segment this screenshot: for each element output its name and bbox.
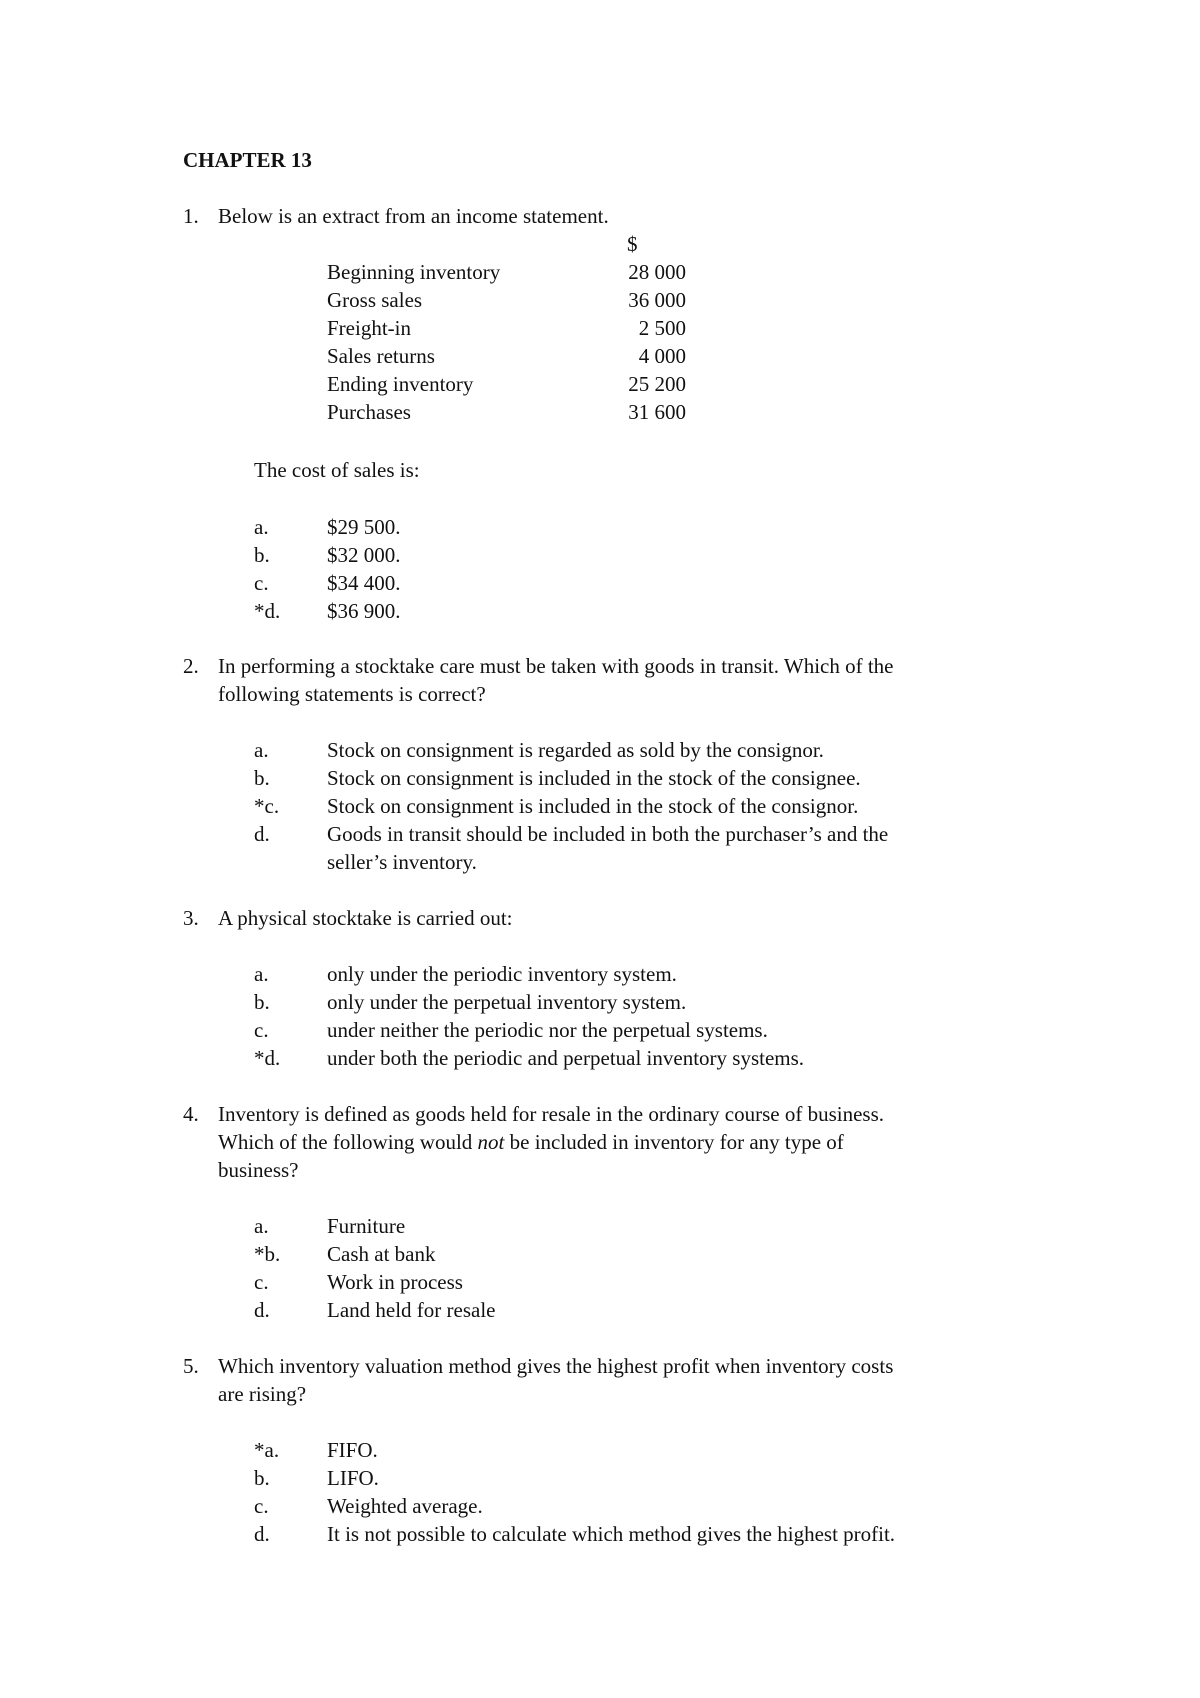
question-number: 4. bbox=[183, 1102, 199, 1126]
option-text: Furniture bbox=[327, 1214, 406, 1238]
option-letter: *a. bbox=[254, 1438, 280, 1462]
table-row-value: 25 200 bbox=[628, 372, 686, 396]
table-row-value: 31 600 bbox=[628, 400, 686, 424]
option-letter: *b. bbox=[254, 1242, 281, 1266]
option-text: $36 900. bbox=[327, 599, 401, 623]
option-letter: *d. bbox=[254, 599, 281, 623]
question-number: 3. bbox=[183, 906, 199, 930]
question-stem: A physical stocktake is carried out: bbox=[218, 906, 513, 930]
question-prompt: The cost of sales is: bbox=[254, 458, 420, 482]
question-number: 2. bbox=[183, 654, 199, 678]
question-stem: Which inventory valuation method gives the highest profit when inventory costs bbox=[218, 1354, 894, 1378]
question-stem-continued: are rising? bbox=[218, 1382, 307, 1406]
table-row-value: 36 000 bbox=[628, 288, 686, 312]
table-row-label: Freight-in bbox=[327, 316, 411, 340]
question-number: 5. bbox=[183, 1354, 199, 1378]
option-text: It is not possible to calculate which method gives the highest profit. bbox=[327, 1522, 896, 1546]
option-letter: b. bbox=[254, 543, 270, 567]
option-text: FIFO. bbox=[327, 1438, 378, 1462]
option-letter: d. bbox=[254, 1298, 270, 1322]
table-row-label: Ending inventory bbox=[327, 372, 474, 396]
option-text: under neither the periodic nor the perpetual systems. bbox=[327, 1018, 768, 1042]
option-letter: c. bbox=[254, 1494, 269, 1518]
stem-text: be included in inventory for any type of bbox=[504, 1130, 844, 1154]
option-text: LIFO. bbox=[327, 1466, 379, 1490]
option-text: Weighted average. bbox=[327, 1494, 483, 1518]
option-text: $32 000. bbox=[327, 543, 401, 567]
option-letter: b. bbox=[254, 990, 270, 1014]
option-text: Cash at bank bbox=[327, 1242, 436, 1266]
option-text-continued: seller’s inventory. bbox=[327, 850, 477, 874]
table-row-label: Gross sales bbox=[327, 288, 423, 312]
table-row-label: Purchases bbox=[327, 400, 411, 424]
option-text: Work in process bbox=[327, 1270, 463, 1294]
option-text: Land held for resale bbox=[327, 1298, 496, 1322]
option-letter: c. bbox=[254, 1018, 269, 1042]
question-stem-continued: business? bbox=[218, 1158, 299, 1182]
question-stem-continued bbox=[218, 1132, 844, 1153]
question-stem-continued: following statements is correct? bbox=[218, 682, 486, 706]
stem-text: Which of the following would bbox=[218, 1130, 478, 1154]
option-text: only under the periodic inventory system. bbox=[327, 962, 677, 986]
option-text: $29 500. bbox=[327, 515, 401, 539]
table-row-value: 4 000 bbox=[638, 344, 686, 368]
stem-emphasis: not bbox=[477, 1130, 505, 1154]
chapter-title: CHAPTER 13 bbox=[183, 148, 312, 172]
option-letter: d. bbox=[254, 822, 270, 846]
question-stem: In performing a stocktake care must be taken with goods in transit. Which of the bbox=[218, 654, 894, 678]
question-stem: Inventory is defined as goods held for resale in the ordinary course of business. bbox=[218, 1102, 884, 1126]
option-letter: c. bbox=[254, 571, 269, 595]
table-row-label: Beginning inventory bbox=[327, 260, 501, 284]
table-row-value: 28 000 bbox=[628, 260, 686, 284]
option-letter: *c. bbox=[254, 794, 280, 818]
option-text: Goods in transit should be included in both the purchaser’s and the bbox=[327, 822, 889, 846]
table-row-label: Sales returns bbox=[327, 344, 435, 368]
option-text: Stock on consignment is regarded as sold by the consignor. bbox=[327, 738, 824, 762]
option-text: under both the periodic and perpetual inventory systems. bbox=[327, 1046, 805, 1070]
option-letter: b. bbox=[254, 1466, 270, 1490]
option-text: Stock on consignment is included in the stock of the consignee. bbox=[327, 766, 861, 790]
table-row-value: 2 500 bbox=[638, 316, 686, 340]
option-letter: *d. bbox=[254, 1046, 281, 1070]
option-letter: a. bbox=[254, 515, 269, 539]
option-letter: c. bbox=[254, 1270, 269, 1294]
question-stem: Below is an extract from an income statement. bbox=[218, 204, 609, 228]
question-number: 1. bbox=[183, 204, 199, 228]
option-text: Stock on consignment is included in the stock of the consignor. bbox=[327, 794, 859, 818]
currency-header: $ bbox=[627, 232, 638, 256]
option-letter: a. bbox=[254, 738, 269, 762]
option-letter: b. bbox=[254, 766, 270, 790]
option-letter: d. bbox=[254, 1522, 270, 1546]
option-letter: a. bbox=[254, 962, 269, 986]
option-letter: a. bbox=[254, 1214, 269, 1238]
option-text: only under the perpetual inventory system. bbox=[327, 990, 687, 1014]
option-text: $34 400. bbox=[327, 571, 401, 595]
